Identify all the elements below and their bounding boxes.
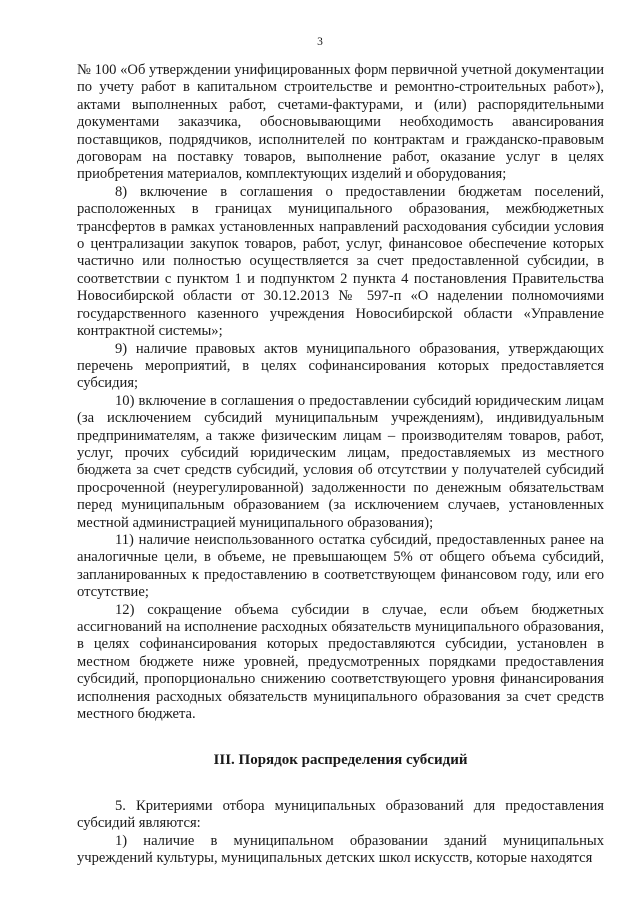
paragraph-item-9: 9) наличие правовых актов муниципального образования, утверждающих перечень мероприятий, в целях софинансирования которых предоставляется субсидия; xyxy=(77,340,604,392)
paragraph-item-12: 12) сокращение объема субсидии в случае, если объем бюджетных ассигнований на исполнение расходных обязательств муниципального образования, в целях софинансирования которых предоставляются субсидии, установлен в местном бюджете ниже уровней, предусмотренных порядками предоставления субсидий, пропорционально снижению соответствующего уровня финансирования исполнения расходных обязательств муниципального образования за счет средств местного бюджета. xyxy=(77,601,604,723)
document-body xyxy=(77,0,604,867)
paragraph-continuation: № 100 «Об утверждении унифицированных форм первичной учетной документации по учету работ в капитальном строительстве и ремонтно-строительных работ»), актами выполненных работ, счетами-фактурами, и (или) распорядительными документами заказчика, обосновывающими необходимость авансирования поставщиков, подрядчиков, исполнителей по контрактам и гражданско-правовым договорам на поставку товаров, выполнение работ, оказание услуг в целях приобретения материалов, комплектующих изделий и оборудования; xyxy=(77,62,604,183)
paragraph-item-10: 10) включение в соглашения о предоставлении субсидий юридическим лицам (за исключением субсидий муниципальным учреждениям), индивидуальным предпринимателям, а также физическим лицам – производителям товаров, работ, услуг, прочих субсидий юридическим лицам, предоставляемых из местного бюджета за счет средств субсидий, условия об отсутствии у получателей субсидий просроченной (неурегулированной) задолженности по денежным обязательствам перед муниципальным образованием (за исключением случаев, установленных местной администрацией муниципального образования); xyxy=(77,392,604,531)
paragraph-criterion-1: 1) наличие в муниципальном образовании зданий муниципальных учреждений культуры, муниципальных детских школ искусств, которые находятся xyxy=(77,832,604,867)
paragraph-item-11: 11) наличие неиспользованного остатка субсидий, предоставленных ранее на аналогичные цели, в объеме, не превышающем 5% от общего объема субсидий, запланированных к предоставлению в соответствующем финансовом году, или его отсутствие; xyxy=(77,531,604,601)
paragraph-item-8: 8) включение в соглашения о предоставлении бюджетам поселений, расположенных в границах муниципального образования, межбюджетных трансфертов в рамках установленных направлений расходования субсидии условия о централизации закупок товаров, работ, услуг, финансовое обеспечение которых частично или полностью осуществляется за счет предоставленной субсидии, в соответствии с пунктом 1 и подпунктом 2 пункта 4 постановления Правительства Новосибирской области от 30.12.2013 № 597-п «О наделении полномочиями государственного казенного учреждения Новосибирской области «Управление контрактной системы»; xyxy=(77,183,604,340)
paragraph-clause-5: 5. Критериями отбора муниципальных образований для предоставления субсидий являются: xyxy=(77,797,604,832)
section-heading: III. Порядок распределения субсидий xyxy=(213,752,468,769)
page-number: 3 xyxy=(317,36,323,48)
